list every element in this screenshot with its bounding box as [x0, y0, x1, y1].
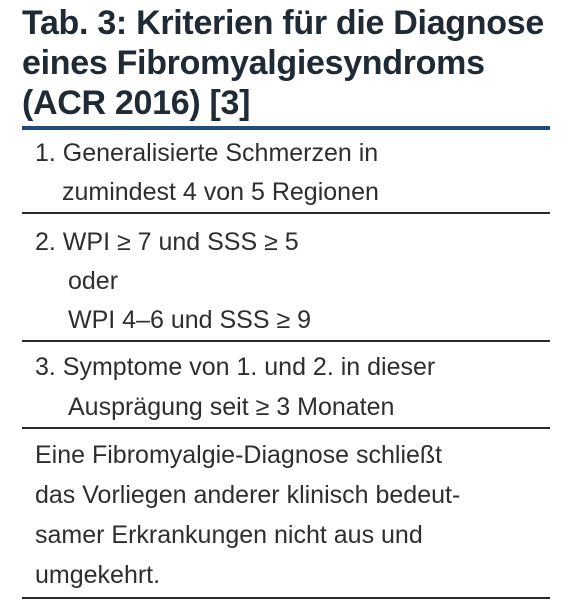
table-title	[22, 3, 562, 123]
criterion-1-line-2: zumindest 4 von 5 Regionen	[62, 178, 379, 206]
title-line: Tab. 3: Kriterien für die Diagnose	[22, 4, 544, 42]
criterion-1-line-1: 1. Generalisierte Schmerzen in	[35, 139, 379, 167]
title-line: (ACR 2016) [3]	[22, 84, 251, 122]
note-line-3: samer Erkrankungen nicht aus und	[35, 521, 423, 549]
title-line: eines Fibromyalgiesyndroms	[22, 44, 485, 82]
criterion-2-line-1: 2. WPI ≥ 7 und SSS ≥ 5	[35, 228, 299, 256]
criterion-2-line-3: WPI 4–6 und SSS ≥ 9	[68, 306, 312, 334]
row-divider	[22, 427, 550, 429]
criterion-3-line-2: Ausprägung seit ≥ 3 Monaten	[68, 393, 395, 421]
row-divider	[22, 212, 550, 214]
row-divider	[22, 340, 550, 342]
note-line-4: umgekehrt.	[35, 561, 161, 589]
header-rule	[22, 126, 550, 130]
criterion-3-line-1: 3. Symptome von 1. und 2. in dieser	[35, 353, 436, 381]
criterion-2-line-2: oder	[68, 267, 119, 295]
note-line-2: das Vorliegen anderer klinisch bedeut-	[35, 481, 461, 509]
note-line-1: Eine Fibromyalgie-Diagnose schließt	[35, 441, 443, 469]
bottom-rule	[22, 597, 550, 599]
